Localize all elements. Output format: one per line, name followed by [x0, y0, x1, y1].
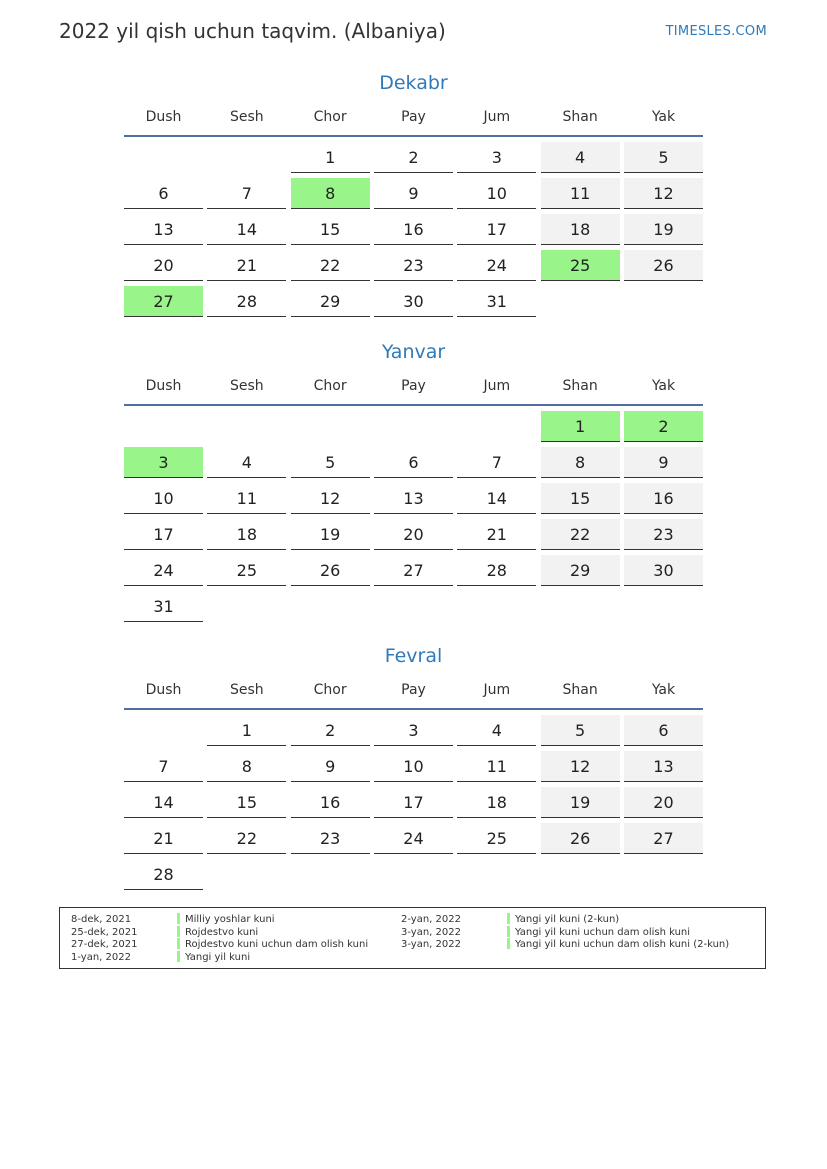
legend-holiday-name: Yangi yil kuni uchun dam olish kuni (2-kun)	[515, 939, 730, 951]
day-cell: 21	[457, 519, 536, 550]
legend-holiday-name: Rojdestvo kuni	[185, 926, 259, 938]
legend-item	[401, 913, 729, 926]
day-cell: 17	[374, 787, 453, 818]
weekday-label: Jum	[483, 109, 511, 125]
day-cell: 3	[374, 715, 453, 746]
weekday-label: Chor	[313, 682, 347, 698]
holiday-day-cell: 25	[541, 250, 620, 281]
day-cell: 11	[541, 178, 620, 209]
weekday-label: Sesh	[229, 109, 264, 125]
holiday-color-marker	[177, 926, 180, 937]
weekday-label: Jum	[483, 682, 511, 698]
weekday-label: Yak	[651, 109, 676, 125]
month-name: Fevral	[384, 645, 443, 667]
page-title: 2022 yil qish uchun taqvim. (Albaniya)	[59, 19, 446, 43]
day-cell: 6	[374, 447, 453, 478]
day-cell: 19	[624, 214, 703, 245]
empty-cell	[291, 411, 370, 442]
day-cell: 22	[291, 250, 370, 281]
day-cell: 30	[624, 555, 703, 586]
day-cell: 20	[124, 250, 203, 281]
day-cell: 8	[207, 751, 286, 782]
day-cell: 23	[624, 519, 703, 550]
day-cell: 9	[291, 751, 370, 782]
day-cell: 25	[207, 555, 286, 586]
weekday-label: Yak	[651, 682, 676, 698]
day-cell: 7	[457, 447, 536, 478]
day-cell: 31	[457, 286, 536, 317]
day-cell: 15	[541, 483, 620, 514]
day-cell: 6	[624, 715, 703, 746]
day-cell: 6	[124, 178, 203, 209]
month-fevral	[124, 642, 703, 890]
day-cell: 5	[541, 715, 620, 746]
month-name: Yanvar	[381, 341, 446, 363]
day-cell: 1	[291, 142, 370, 173]
day-cell: 2	[374, 142, 453, 173]
month-yanvar	[124, 338, 703, 622]
day-cell: 17	[457, 214, 536, 245]
day-cell: 19	[541, 787, 620, 818]
day-cell: 23	[374, 250, 453, 281]
weekday-label: Yak	[651, 378, 676, 394]
day-cell: 3	[457, 142, 536, 173]
legend-holiday-name: Yangi yil kuni (2-kun)	[515, 914, 620, 925]
day-cell: 27	[374, 555, 453, 586]
weekday-label: Pay	[401, 378, 426, 394]
legend-holiday-name: Milliy yoshlar kuni	[185, 914, 275, 925]
day-cell: 27	[624, 823, 703, 854]
day-cell: 29	[541, 555, 620, 586]
month-dekabr	[124, 69, 703, 317]
weekday-label: Chor	[313, 109, 347, 125]
day-grid	[124, 411, 703, 622]
weekday-label: Pay	[401, 682, 426, 698]
day-cell: 12	[624, 178, 703, 209]
day-cell: 13	[624, 751, 703, 782]
weekday-label: Sesh	[229, 378, 264, 394]
day-cell: 9	[624, 447, 703, 478]
day-cell: 18	[457, 787, 536, 818]
day-cell: 26	[541, 823, 620, 854]
day-cell: 22	[207, 823, 286, 854]
day-cell: 24	[457, 250, 536, 281]
day-cell: 26	[291, 555, 370, 586]
legend-item	[71, 938, 368, 951]
legend-date: 8-dek, 2021	[71, 914, 132, 925]
day-cell: 13	[124, 214, 203, 245]
day-cell: 14	[124, 787, 203, 818]
holiday-color-marker	[177, 951, 180, 962]
legend-date: 1-yan, 2022	[71, 952, 131, 964]
legend-date: 25-dek, 2021	[71, 926, 138, 938]
day-cell: 16	[624, 483, 703, 514]
legend-date: 3-yan, 2022	[401, 926, 461, 938]
legend-item	[401, 926, 729, 939]
legend-holiday-name: Yangi yil kuni uchun dam olish kuni	[515, 926, 691, 938]
site-link[interactable]: TIMESLES.COM	[665, 24, 767, 39]
legend-item	[71, 926, 368, 939]
day-cell: 10	[457, 178, 536, 209]
day-cell: 9	[374, 178, 453, 209]
day-cell: 10	[124, 483, 203, 514]
weekday-label: Shan	[562, 109, 598, 125]
day-cell: 12	[541, 751, 620, 782]
day-cell: 16	[374, 214, 453, 245]
legend-date: 2-yan, 2022	[401, 914, 461, 925]
holiday-day-cell: 8	[291, 178, 370, 209]
day-cell: 18	[207, 519, 286, 550]
holiday-color-marker	[507, 938, 510, 949]
day-cell: 28	[457, 555, 536, 586]
day-cell: 30	[374, 286, 453, 317]
day-cell: 5	[291, 447, 370, 478]
weekday-label: Dush	[145, 378, 182, 394]
weekday-label: Sesh	[229, 682, 264, 698]
day-cell: 26	[624, 250, 703, 281]
empty-cell	[374, 411, 453, 442]
holiday-day-cell: 3	[124, 447, 203, 478]
legend-date: 3-yan, 2022	[401, 939, 461, 951]
day-cell: 8	[541, 447, 620, 478]
day-cell: 11	[207, 483, 286, 514]
empty-cell	[207, 142, 286, 173]
legend-holiday-name: Yangi yil kuni	[185, 952, 251, 964]
month-name: Dekabr	[379, 72, 448, 94]
day-grid	[124, 715, 703, 890]
legend-column-right	[401, 913, 729, 951]
day-cell: 28	[207, 286, 286, 317]
day-cell: 15	[291, 214, 370, 245]
day-cell: 14	[457, 483, 536, 514]
weekday-label: Pay	[401, 109, 426, 125]
legend-date: 27-dek, 2021	[71, 939, 138, 951]
day-cell: 15	[207, 787, 286, 818]
weekday-header	[124, 378, 703, 402]
day-cell: 10	[374, 751, 453, 782]
holiday-day-cell: 1	[541, 411, 620, 442]
holiday-legend	[59, 907, 766, 969]
legend-item	[401, 938, 729, 951]
header-divider	[124, 708, 703, 710]
day-cell: 25	[457, 823, 536, 854]
legend-item	[71, 913, 368, 926]
day-cell: 16	[291, 787, 370, 818]
day-cell: 4	[541, 142, 620, 173]
holiday-color-marker	[177, 938, 180, 949]
holiday-day-cell: 2	[624, 411, 703, 442]
day-cell: 18	[541, 214, 620, 245]
weekday-label: Shan	[562, 378, 598, 394]
day-cell: 20	[624, 787, 703, 818]
weekday-header	[124, 109, 703, 133]
day-cell: 29	[291, 286, 370, 317]
weekday-label: Shan	[562, 682, 598, 698]
holiday-color-marker	[177, 913, 180, 924]
weekday-label: Dush	[145, 682, 182, 698]
day-cell: 22	[541, 519, 620, 550]
holiday-day-cell: 27	[124, 286, 203, 317]
empty-cell	[124, 142, 203, 173]
header-divider	[124, 404, 703, 406]
day-cell: 24	[124, 555, 203, 586]
day-cell: 28	[124, 859, 203, 890]
empty-cell	[457, 411, 536, 442]
day-cell: 21	[124, 823, 203, 854]
day-cell: 23	[291, 823, 370, 854]
weekday-label: Chor	[313, 378, 347, 394]
day-cell: 13	[374, 483, 453, 514]
weekday-label: Jum	[483, 378, 511, 394]
weekday-label: Dush	[145, 109, 182, 125]
empty-cell	[124, 715, 203, 746]
header-divider	[124, 135, 703, 137]
day-cell: 2	[291, 715, 370, 746]
day-cell: 21	[207, 250, 286, 281]
day-cell: 24	[374, 823, 453, 854]
day-cell: 7	[207, 178, 286, 209]
day-cell: 5	[624, 142, 703, 173]
holiday-color-marker	[507, 913, 510, 924]
day-cell: 31	[124, 591, 203, 622]
legend-holiday-name: Rojdestvo kuni uchun dam olish kuni	[185, 939, 369, 951]
empty-cell	[124, 411, 203, 442]
day-cell: 4	[457, 715, 536, 746]
day-cell: 20	[374, 519, 453, 550]
day-cell: 14	[207, 214, 286, 245]
day-grid	[124, 142, 703, 317]
holiday-color-marker	[507, 926, 510, 937]
day-cell: 1	[207, 715, 286, 746]
legend-column-left	[71, 913, 368, 964]
empty-cell	[207, 411, 286, 442]
day-cell: 19	[291, 519, 370, 550]
day-cell: 17	[124, 519, 203, 550]
day-cell: 11	[457, 751, 536, 782]
day-cell: 7	[124, 751, 203, 782]
day-cell: 4	[207, 447, 286, 478]
weekday-header	[124, 682, 703, 706]
day-cell: 12	[291, 483, 370, 514]
legend-item	[71, 951, 368, 964]
